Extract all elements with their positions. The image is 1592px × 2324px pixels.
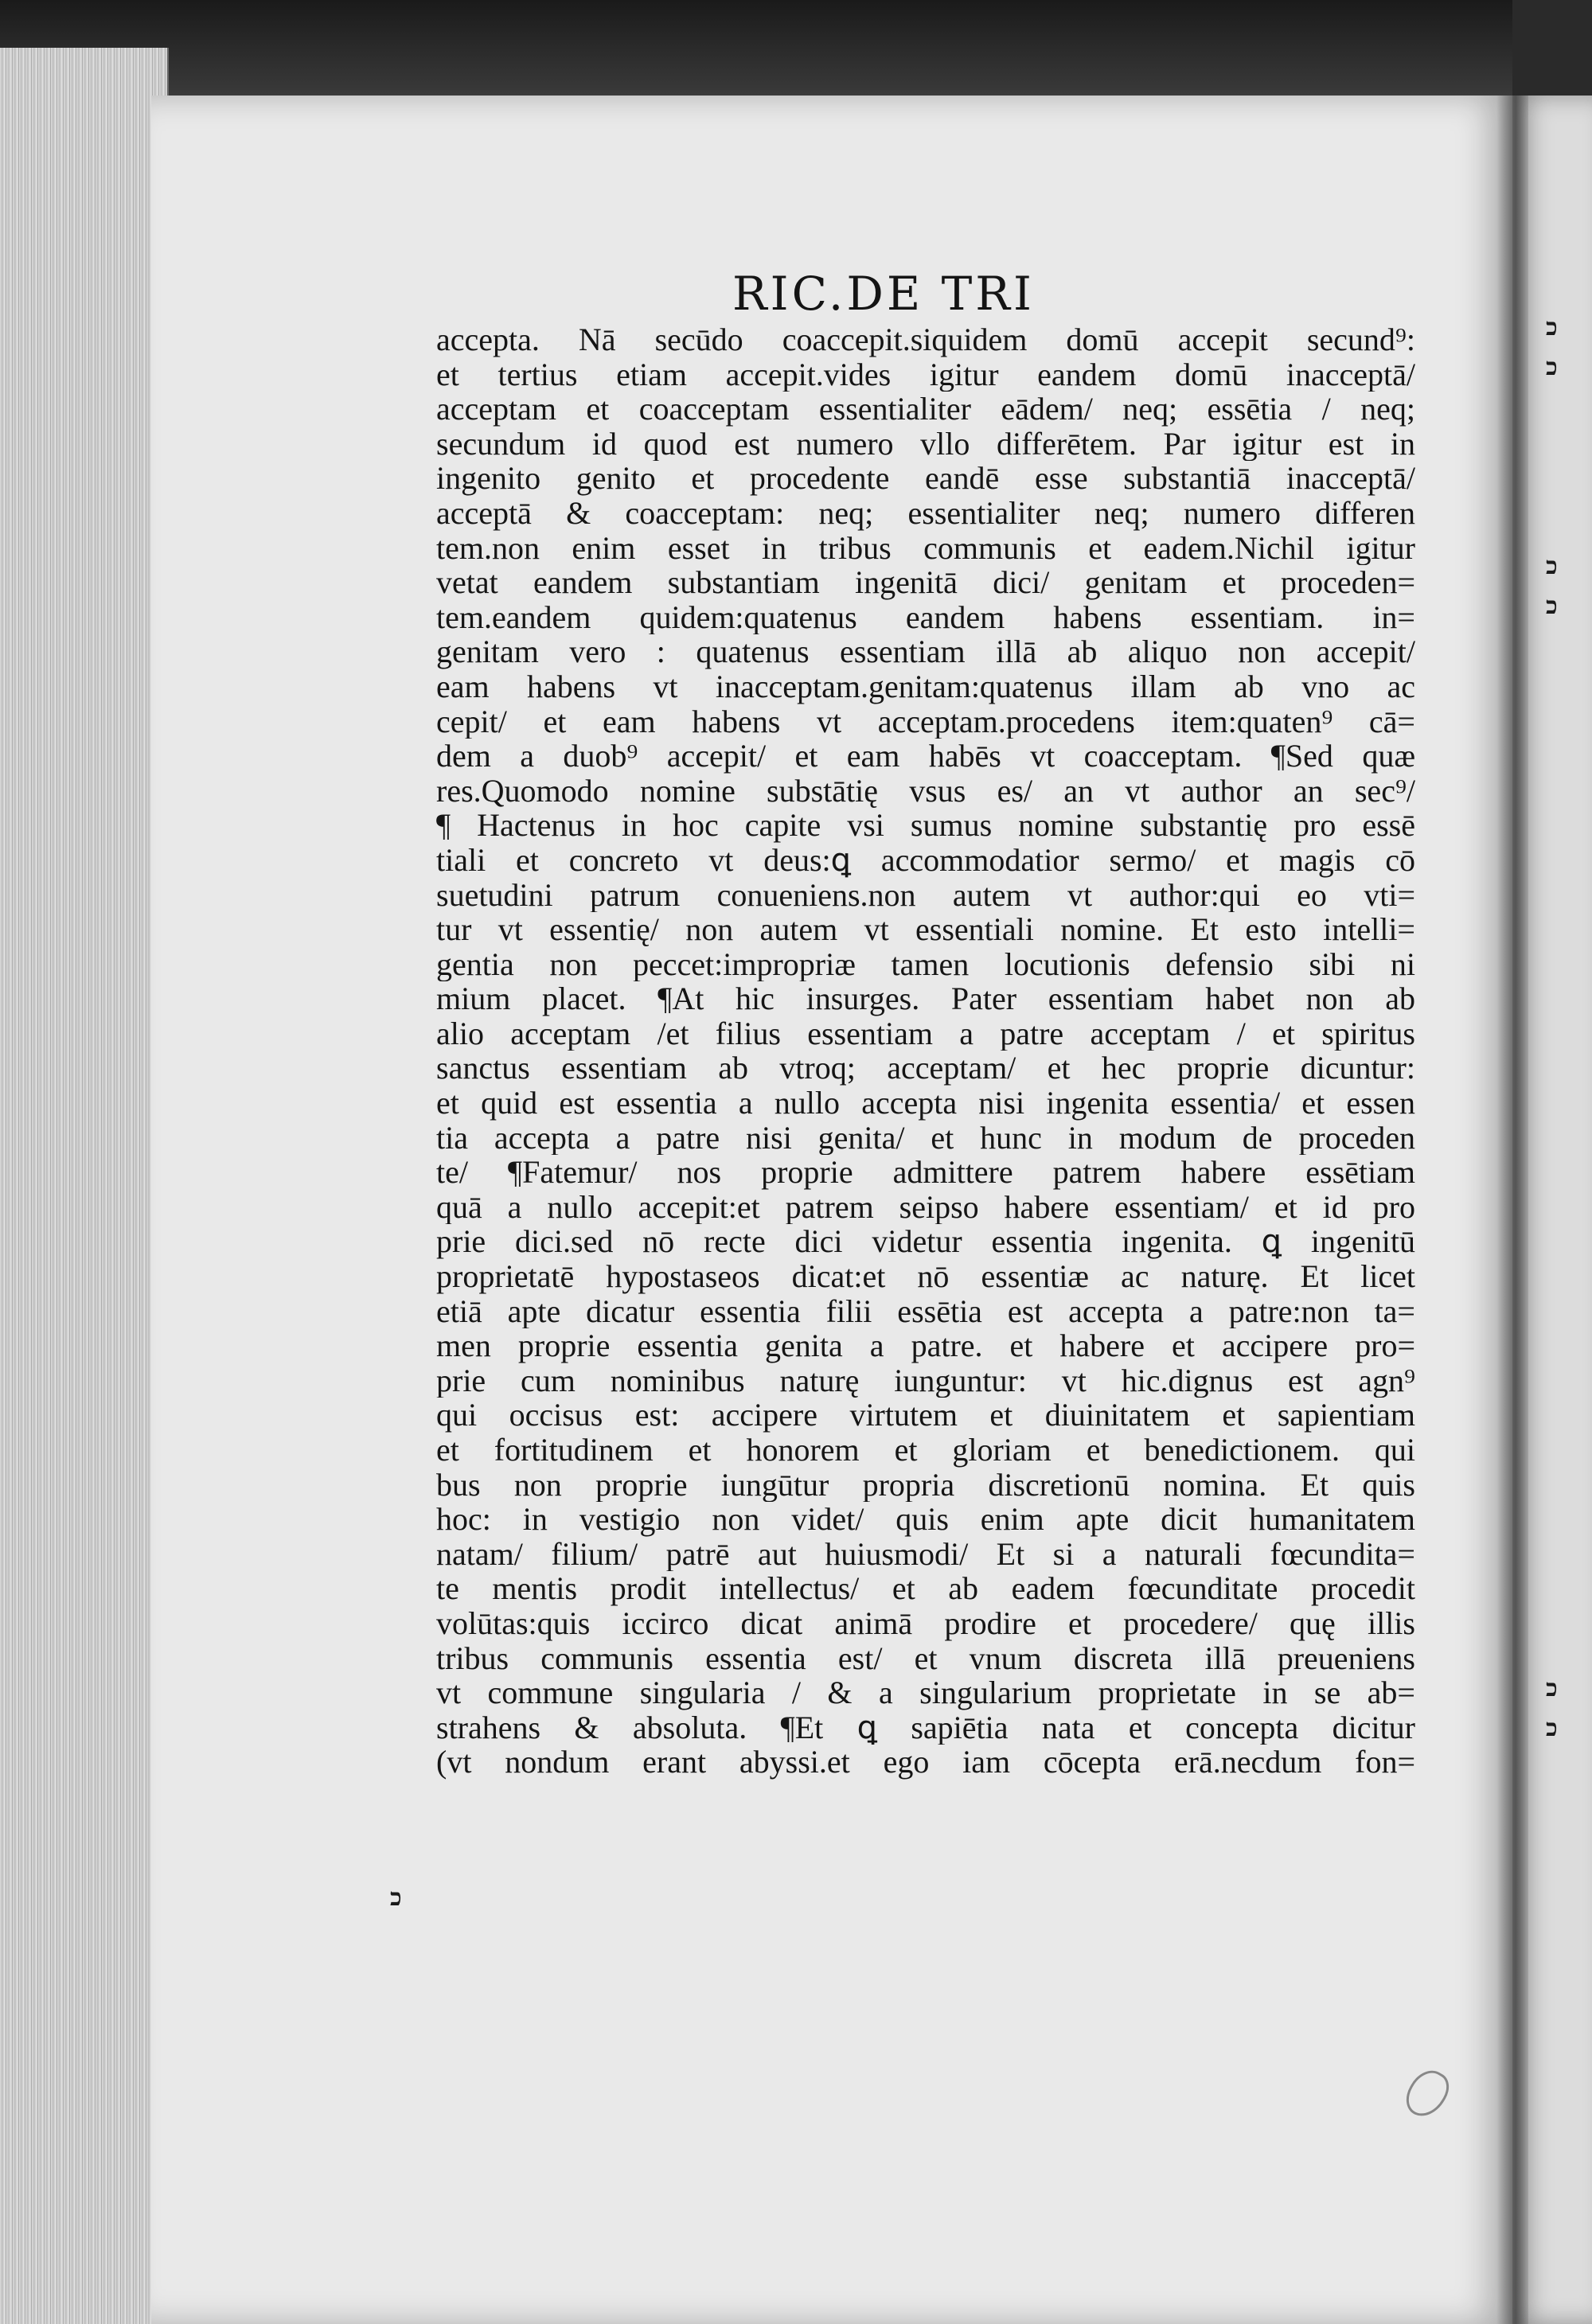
text-line: qui occisus est: accipere virtutem et diuinitatem et sapientiam [436, 1398, 1415, 1433]
text-line: alio acceptam /et filius essentiam a patre acceptam / et spiritus [436, 1016, 1415, 1051]
text-line: tia accepta a patre nisi genita/ et hunc in modum de proceden [436, 1120, 1415, 1156]
text-line: cepit/ et eam habens vt acceptam.procedens item:quaten⁹ cā= [436, 704, 1415, 739]
text-line: mium placet. ¶At hic insurges. Pater essentiam habet non ab [436, 981, 1415, 1016]
margin-mark: כ [1546, 1675, 1558, 1702]
book-fore-edge [0, 48, 169, 2324]
text-line: acceptā & coacceptam: neq; essentialiter neq; numero differen [436, 495, 1415, 531]
text-line: vt commune singularia / & a singularium proprietate in se ab= [436, 1675, 1415, 1710]
text-line: ingenito genito et procedente eandē esse substantiā inacceptā/ [436, 461, 1415, 496]
margin-mark: כ [390, 1885, 402, 1911]
page-gutter [1496, 96, 1528, 2324]
text-line: quā a nullo accepit:et patrem seipso habere essentiam/ et id pro [436, 1189, 1415, 1225]
text-line: men proprie essentia genita a patre. et habere et accipere pro= [436, 1328, 1415, 1363]
text-line: sanctus essentiam ab vtroq; acceptam/ et hec proprie dicuntur: [436, 1051, 1415, 1086]
text-line: genitam vero : quatenus essentiam illā ab aliquo non accepit/ [436, 634, 1415, 669]
text-line: tiali et concreto vt deus:ꝗ accommodatior sermo/ et magis cō [436, 842, 1415, 878]
text-line: prie dici.sed nō recte dici videtur essentia ingenita. ꝗ ingenitū [436, 1224, 1415, 1260]
text-line: strahens & absoluta. ¶Et ꝗ sapiētia nata et concepta dicitur [436, 1710, 1415, 1745]
text-line: bus non proprie iungūtur propria discretionū nomina. Et quis [436, 1467, 1415, 1503]
margin-mark: כ [1546, 1715, 1558, 1741]
text-line: dem a duob⁹ accepit/ et eam habēs vt coacceptam. ¶Sed quæ [436, 739, 1415, 774]
text-line: prie cum nominibus naturę iunguntur: vt hic.dignus est agn⁹ [436, 1363, 1415, 1398]
text-line: tem.non enim esset in tribus communis et eadem.Nichil igitur [436, 530, 1415, 566]
margin-mark: כ [1546, 314, 1558, 341]
text-line: (vt nondum erant abyssi.et ego iam cōcepta erā.necdum fon= [436, 1745, 1415, 1780]
text-line: te mentis prodit intellectus/ et ab eadem fœcunditate procedit [436, 1571, 1415, 1606]
margin-mark: כ [1546, 354, 1558, 380]
text-line: et quid est essentia a nullo accepta nisi ingenita essentia/ et essen [436, 1086, 1415, 1121]
text-line: tem.eandem quidem:quatenus eandem habens essentiam. in= [436, 599, 1415, 635]
text-line: res.Quomodo nomine substātię vsus es/ an vt author an sec⁹/ [436, 773, 1415, 809]
text-line: vetat eandem substantiam ingenitā dici/ genitam et proceden= [436, 565, 1415, 600]
text-line: ¶ Hactenus in hoc capite vsi sumus nomine substantię pro essē [436, 808, 1415, 843]
text-line: accepta. Nā secūdo coaccepit.siquidem domū accepit secund⁹: [436, 322, 1415, 357]
text-line: tur vt essentię/ non autem vt essentiali nomine. Et esto intelli= [436, 912, 1415, 947]
margin-mark: כ [1546, 593, 1558, 619]
body-text [436, 322, 1415, 1780]
text-line: proprietatē hypostaseos dicat:et nō essentiæ ac naturę. Et licet [436, 1259, 1415, 1294]
text-line: volūtas:quis iccirco dicat animā prodire et procedere/ quę illis [436, 1605, 1415, 1641]
text-line: hoc: in vestigio non videt/ quis enim apte dicit humanitatem [436, 1502, 1415, 1537]
text-line: natam/ filium/ patrē aut huiusmodi/ Et si a naturali fœcundita= [436, 1536, 1415, 1572]
text-line: suetudini patrum conueniens.non autem vt author:qui eo vti= [436, 877, 1415, 913]
text-line: eam habens vt inacceptam.genitam:quatenus illam ab vno ac [436, 669, 1415, 704]
text-line: secundum id quod est numero vllo differētem. Par igitur est in [436, 426, 1415, 462]
text-line: et tertius etiam accepit.vides igitur eandem domū inacceptā/ [436, 357, 1415, 392]
text-line: te/ ¶Fatemur/ nos proprie admittere patrem habere essētiam [436, 1155, 1415, 1190]
running-head: RIC.DE TRI [732, 267, 1035, 321]
text-line: etiā apte dicatur essentia filii essētia est accepta a patre:non ta= [436, 1293, 1415, 1329]
margin-mark: כ [1546, 553, 1558, 579]
book-top-edge [0, 0, 1512, 96]
text-line: acceptam et coacceptam essentialiter eādem/ neq; essētia / neq; [436, 392, 1415, 427]
text-line: gentia non peccet:impropriæ tamen locutionis defensio sibi ni [436, 946, 1415, 982]
text-line: et fortitudinem et honorem et gloriam et benedictionem. qui [436, 1433, 1415, 1468]
text-line: tribus communis essentia est/ et vnum discreta illā preueniens [436, 1640, 1415, 1676]
